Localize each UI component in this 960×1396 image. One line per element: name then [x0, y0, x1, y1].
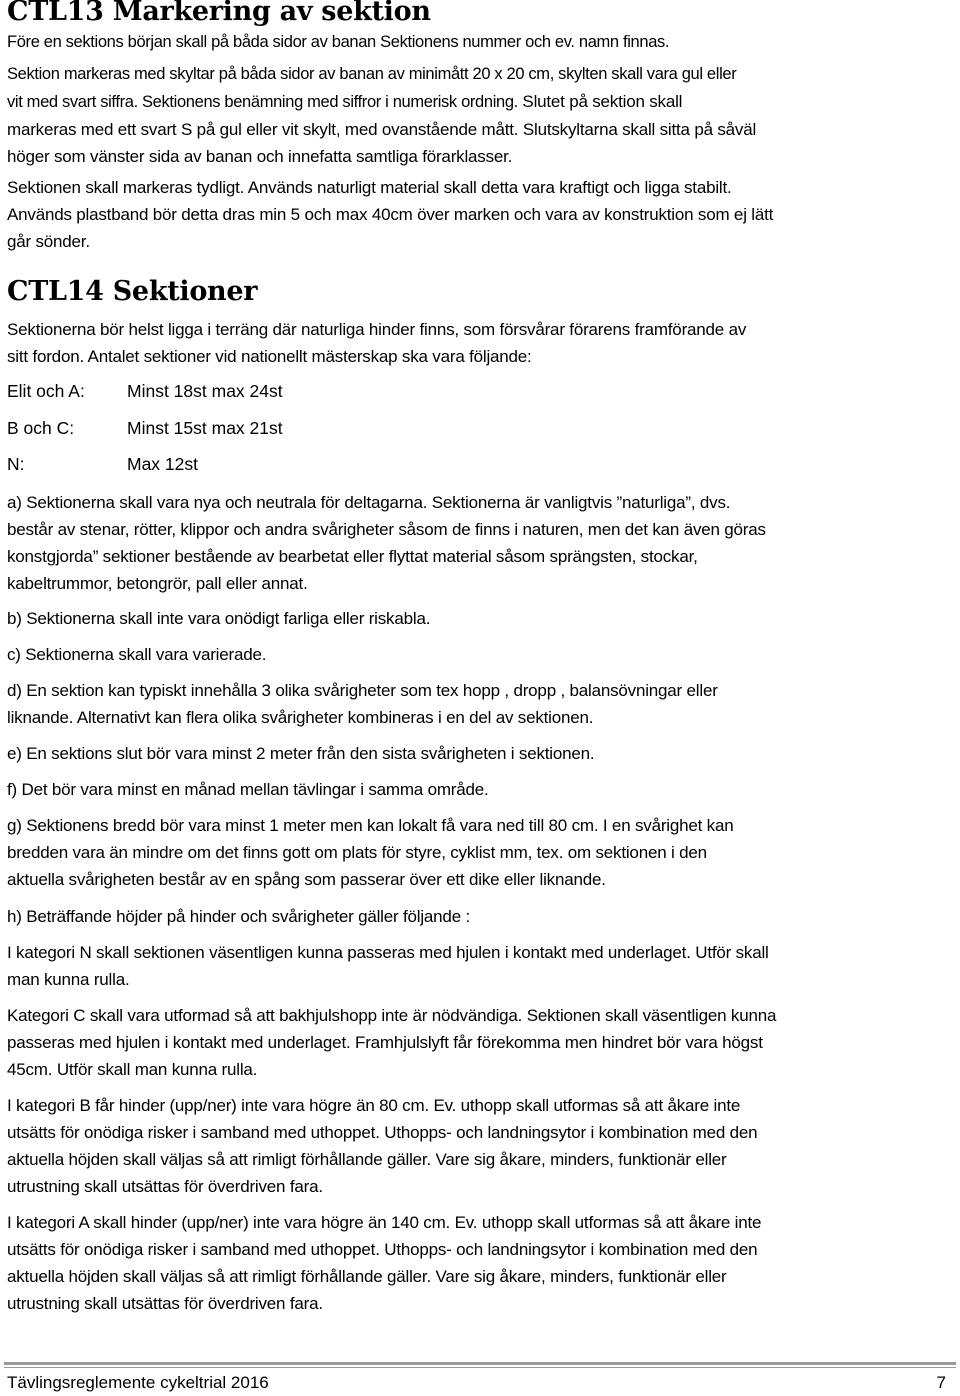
category-c-line-2: passeras med hjulen i kontakt med underlaget. Framhjulslyft får förekomma men hindret bör vara högst — [7, 1033, 763, 1052]
ctl14-intro-line-1: Sektionerna bör helst ligga i terräng där naturliga hinder finns, som försvårar förarens framförande av — [7, 320, 747, 339]
category-b-line-4: utrustning skall utsättas för överdriven fara. — [7, 1177, 323, 1196]
ctl13-p3-line-1: Sektionen skall markeras tydligt. Används naturligt material skall detta vara kraftigt och ligga stabilt. — [7, 178, 732, 197]
category-n-line-2: man kunna rulla. — [7, 970, 130, 989]
class-row — [7, 415, 951, 451]
ctl13-p2-line-1: Sektion markeras med skyltar på båda sidor av banan av minimått 20 x 20 cm, skylten skall vara gul eller — [7, 65, 737, 83]
class-value: Minst 18st max 24st — [127, 381, 283, 401]
rule-g-line-1: g) Sektionens bredd bör vara minst 1 meter men kan lokalt få vara ned till 80 cm. I en svårighet kan — [7, 816, 734, 835]
rule-f: f) Det bör vara minst en månad mellan tävlingar i samma område. — [7, 780, 489, 799]
class-label: B och C: — [7, 418, 75, 438]
category-a-line-3: aktuella höjden skall väljas så att rimligt förhållande gäller. Vare sig åkare, minders, funktionär eller — [7, 1267, 727, 1286]
rule-e: e) En sektions slut bör vara minst 2 meter från den sista svårigheten i sektionen. — [7, 744, 595, 763]
rule-a-line-1: a) Sektionerna skall vara nya och neutrala för deltagarna. Sektionerna är vanligtvis ”naturliga”, dvs. — [7, 493, 731, 512]
ctl13-p2-line-2a: vit med svart siffra. Sektionens benämning med siffror i numerisk ordning. — [7, 93, 518, 111]
ctl13-heading: CTL13 Markering av sektion — [7, 0, 431, 27]
footer-divider — [4, 1362, 956, 1365]
category-b-line-1: I kategori B får hinder (upp/ner) inte vara högre än 80 cm. Ev. uthopp skall utformas så att åkare inte — [7, 1096, 741, 1115]
category-a-line-2: utsätts för onödiga risker i samband med uthoppet. Uthopps- och landningsytor i kombination med den — [7, 1240, 758, 1259]
class-row — [7, 378, 951, 415]
category-c-line-3: 45cm. Utför skall man kunna rulla. — [7, 1060, 258, 1079]
rule-g — [7, 812, 951, 893]
document-page — [7, 0, 951, 1317]
category-c — [7, 1002, 951, 1083]
category-a-line-4: utrustning skall utsättas för överdriven fara. — [7, 1294, 323, 1313]
ctl13-p3-line-3: går sönder. — [7, 232, 90, 251]
ctl13-paragraph-3 — [7, 174, 951, 255]
ctl14-intro-line-2: sitt fordon. Antalet sektioner vid nationellt mästerskap ska vara följande: — [7, 347, 532, 366]
ctl14-intro — [7, 316, 951, 370]
class-row — [7, 451, 951, 487]
page-number: 7 — [936, 1373, 946, 1392]
category-a-line-1: I kategori A skall hinder (upp/ner) inte vara högre än 140 cm. Ev. uthopp skall utformas så att åkare inte — [7, 1213, 762, 1232]
ctl13-paragraph-1: Före en sektions början skall på båda sidor av banan Sektionens nummer och ev. namn finnas. — [7, 33, 670, 51]
rule-a-line-3: konstgjorda” sektioner bestående av bearbetat eller flyttat material såsom sprängsten, stockar, — [7, 547, 698, 566]
rule-g-line-2: bredden vara än mindre om det finns gott om plats för styre, cyklist mm, tex. om sektionen i den — [7, 843, 707, 862]
rule-h: h) Beträffande höjder på hinder och svårigheter gäller följande : — [7, 907, 470, 926]
rule-c: c) Sektionerna skall vara varierade. — [7, 645, 267, 664]
ctl13-paragraph-2 — [7, 61, 951, 170]
category-c-line-1: Kategori C skall vara utformad så att bakhjulshopp inte är nödvändiga. Sektionen skall väsentligen kunna — [7, 1006, 777, 1025]
rule-b: b) Sektionerna skall inte vara onödigt farliga eller riskabla. — [7, 609, 431, 628]
rule-d — [7, 677, 951, 731]
ctl13-p2-line-2 — [7, 88, 951, 116]
rule-a-line-4: kabeltrummor, betongrör, pall eller annat. — [7, 574, 308, 593]
rule-a — [7, 489, 951, 597]
rule-g-line-3: aktuella svårigheten består av en spång som passerar över ett dike eller liknande. — [7, 870, 606, 889]
ctl13-p2-line-2b: Slutet på sektion skall — [517, 92, 683, 111]
category-b-line-2: utsätts för onödiga risker i samband med uthoppet. Uthopps- och landningsytor i kombination med den — [7, 1123, 758, 1142]
class-value: Minst 15st max 21st — [127, 418, 283, 438]
rule-d-line-1: d) En sektion kan typiskt innehålla 3 olika svårigheter som tex hopp , dropp , balansövningar eller — [7, 681, 718, 700]
ctl13-p2-line-3: markeras med ett svart S på gul eller vit skylt, med ovanstående mått. Slutskyltarna skall sitta på såväl — [7, 120, 757, 139]
category-b-line-3: aktuella höjden skall väljas så att rimligt förhållande gäller. Vare sig åkare, minders, funktionär eller — [7, 1150, 727, 1169]
ctl13-p2-line-4: höger som vänster sida av banan och innefatta samtliga förarklasser. — [7, 147, 513, 166]
page-footer — [7, 1372, 946, 1394]
category-n — [7, 939, 951, 993]
rule-a-line-2: består av stenar, rötter, klippor och andra svårigheter såsom de finns i naturen, men det kan även göras — [7, 520, 766, 539]
category-n-line-1: I kategori N skall sektionen väsentligen kunna passeras med hjulen i kontakt med underlaget. Utför skall — [7, 943, 769, 962]
category-b — [7, 1092, 951, 1200]
rule-d-line-2: liknande. Alternativt kan flera olika svårigheter kombineras i en del av sektionen. — [7, 708, 594, 727]
ctl13-p3-line-2: Används plastband bör detta dras min 5 och max 40cm över marken och vara av konstruktion som ej lätt — [7, 205, 774, 224]
ctl14-heading: CTL14 Sektioner — [7, 276, 258, 307]
class-section-list — [7, 378, 951, 487]
footer-title: Tävlingsreglemente cykeltrial 2016 — [7, 1373, 269, 1392]
class-label: N: — [7, 454, 25, 474]
category-a — [7, 1209, 951, 1317]
class-value: Max 12st — [127, 454, 198, 474]
class-label: Elit och A: — [7, 381, 85, 401]
